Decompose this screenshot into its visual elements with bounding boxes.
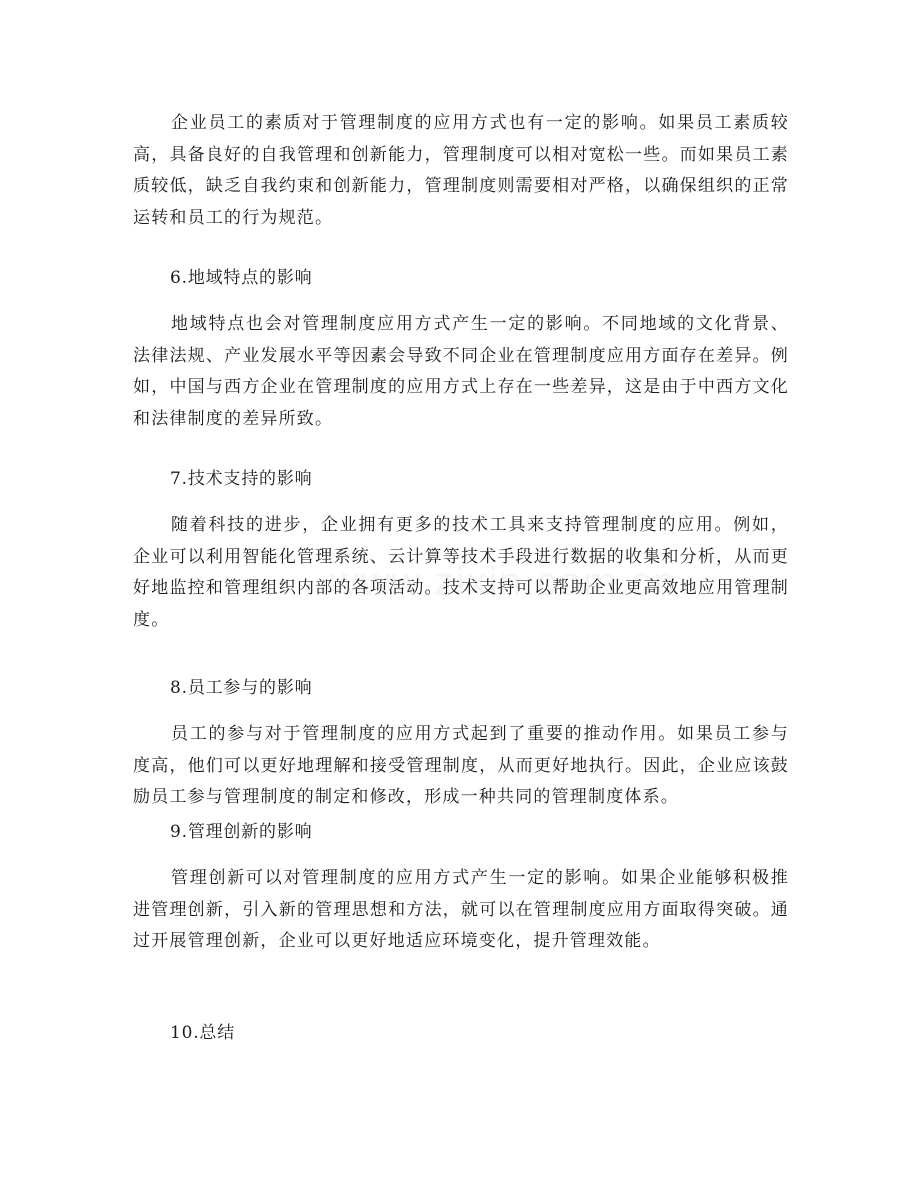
paragraph-text: 地域特点也会对管理制度应用方式产生一定的影响。不同地域的文化背景、法律法规、产业发展水平等因素会导致不同企业在管理制度应用方面存在差异。例如，中国与西方企业在管理制度的应用方式上存在一些差异，这是由于中西方文化和法律制度的差异所致。 — [133, 314, 789, 429]
section-heading: 9.管理创新的影响 — [170, 822, 313, 842]
section-heading: 10.总结 — [170, 1023, 236, 1043]
paragraph-text: 随着科技的进步，企业拥有更多的技术工具来支持管理制度的应用。例如，企业可以利用智能化管理系统、云计算等技术手段进行数据的收集和分析，从而更好地监控和管理组织内部的各项活动。技术支持可以帮助企业更高效地应用管理制度。 — [133, 515, 789, 630]
heading-employee-participation — [133, 676, 789, 700]
paragraph-text: 员工的参与对于管理制度的应用方式起到了重要的推动作用。如果员工参与度高，他们可以更好地理解和接受管理制度，从而更好地执行。因此，企业应该鼓励员工参与管理制度的制定和修改，形成一种共同的管理制度体系。 — [133, 724, 789, 808]
paragraph-employee-participation — [133, 719, 789, 814]
heading-management-innovation — [133, 820, 789, 844]
paragraph-employee-quality — [133, 108, 789, 234]
section-heading: 8.员工参与的影响 — [170, 678, 313, 698]
heading-technical-support — [133, 467, 789, 491]
heading-summary — [133, 1021, 789, 1045]
heading-regional-features — [133, 266, 789, 290]
paragraph-text: 企业员工的素质对于管理制度的应用方式也有一定的影响。如果员工素质较高，具备良好的自我管理和创新能力，管理制度可以相对宽松一些。而如果员工素质较低，缺乏自我约束和创新能力，管理制度则需要相对严格，以确保组织的正常运转和员工的行为规范。 — [133, 113, 789, 228]
paragraph-technical-support — [133, 510, 789, 636]
section-heading: 6.地域特点的影响 — [170, 268, 313, 288]
section-heading: 7.技术支持的影响 — [170, 469, 313, 489]
paragraph-text: 管理创新可以对管理制度的应用方式产生一定的影响。如果企业能够积极推进管理创新，引入新的管理思想和方法，就可以在管理制度应用方面取得突破。通过开展管理创新，企业可以更好地适应环境变化，提升管理效能。 — [133, 868, 789, 952]
paragraph-regional-features — [133, 309, 789, 435]
paragraph-management-innovation — [133, 863, 789, 958]
